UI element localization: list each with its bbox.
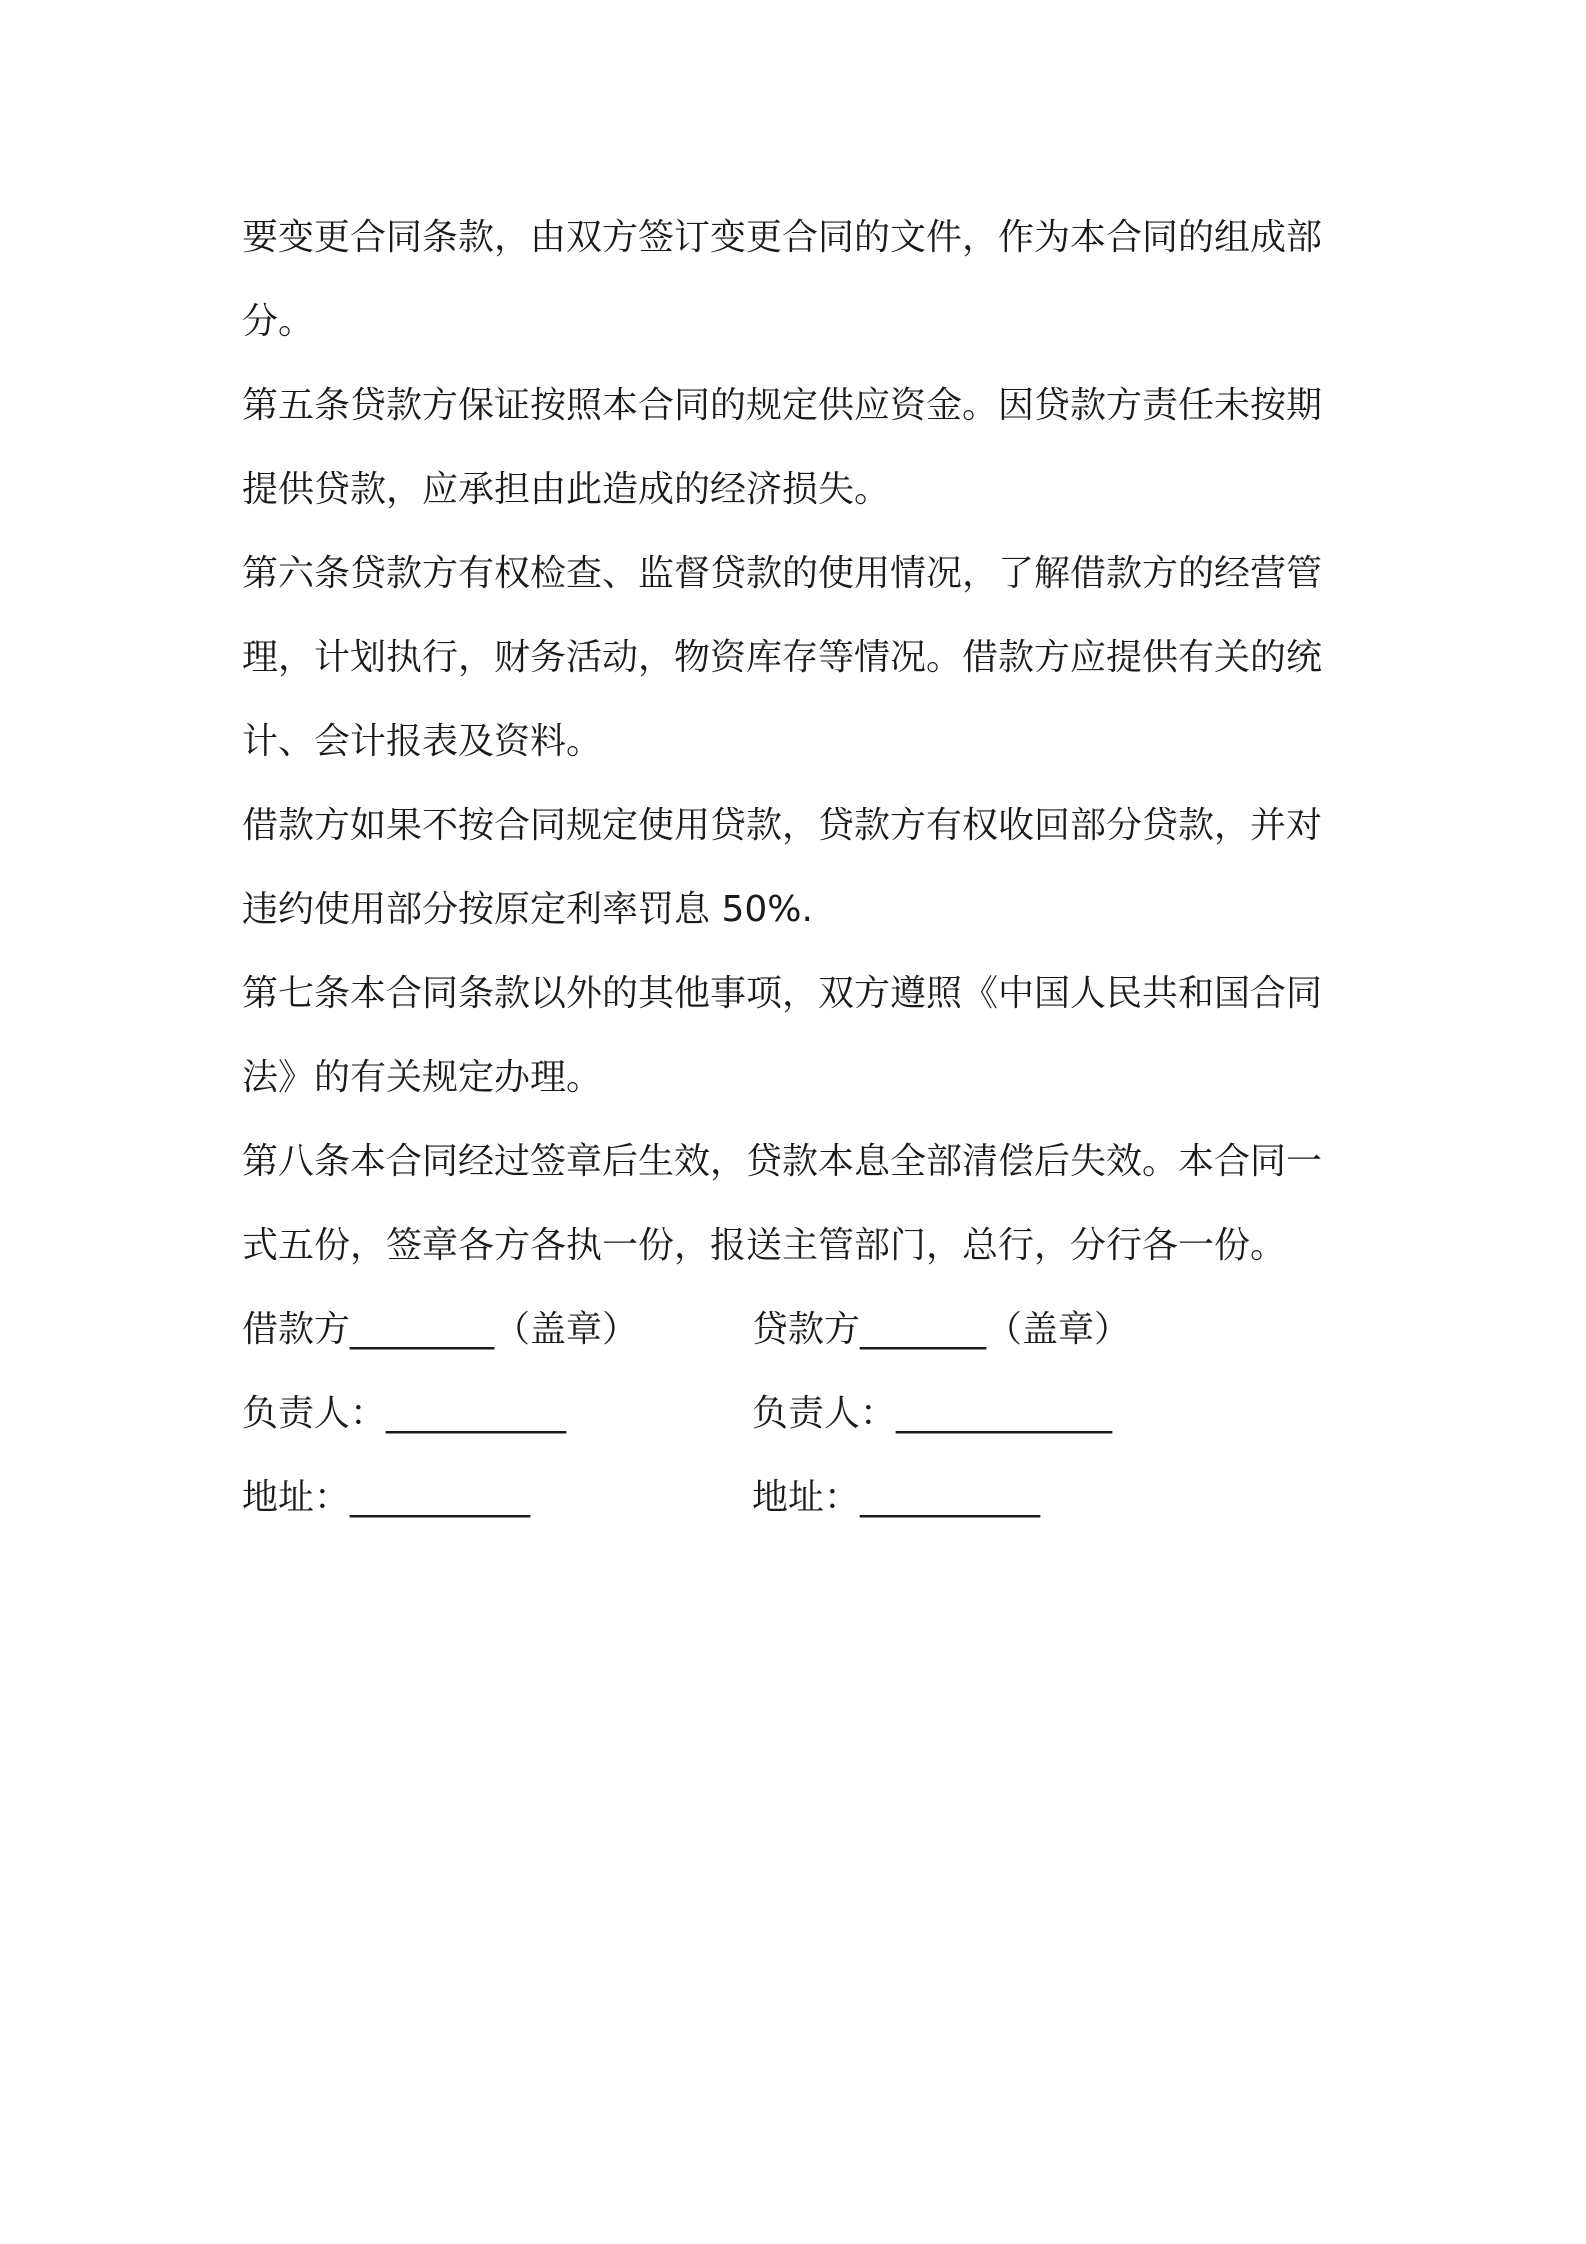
- penalty-clause-line: 借款方如果不按合同规定使用贷款，贷款方有权收回部分贷款，并对: [242, 805, 1323, 846]
- borrower-seal-field: 借款方________（盖章）: [242, 1309, 639, 1350]
- lender-address-field: 地址：__________: [752, 1477, 1041, 1518]
- article-6-line: 第六条贷款方有权检查、监督贷款的使用情况，了解借款方的经营管: [242, 553, 1323, 594]
- article-6-line: 理，计划执行，财务活动，物资库存等情况。借款方应提供有关的统: [242, 637, 1323, 678]
- article-8-line: 第八条本合同经过签章后生效，贷款本息全部清偿后失效。本合同一: [242, 1141, 1323, 1182]
- document-body: [242, 196, 1362, 1540]
- lender-responsible-field: 负责人：____________: [752, 1393, 1113, 1434]
- borrower-address-field: 地址：__________: [242, 1477, 531, 1518]
- article-7-line: 法》的有关规定办理。: [242, 1057, 603, 1098]
- article-7-line: 第七条本合同条款以外的其他事项，双方遵照《中国人民共和国合同: [242, 973, 1323, 1014]
- article-8-line: 式五份，签章各方各执一份，报送主管部门，总行，分行各一份。: [242, 1225, 1287, 1266]
- article-5-line: 第五条贷款方保证按照本合同的规定供应资金。因贷款方责任未按期: [242, 385, 1323, 426]
- article-6-line: 计、会计报表及资料。: [242, 721, 603, 762]
- paragraph-line: 分。: [242, 301, 315, 342]
- lender-seal-field: 贷款方_______（盖章）: [752, 1309, 1131, 1350]
- signature-address-row: [242, 1456, 1362, 1540]
- article-5-line: 提供贷款，应承担由此造成的经济损失。: [242, 469, 891, 510]
- signature-responsible-row: [242, 1372, 1362, 1456]
- penalty-clause-line: 违约使用部分按原定利率罚息 50%.: [242, 889, 813, 930]
- signature-party-row: [242, 1288, 1362, 1372]
- paragraph-line: 要变更合同条款，由双方签订变更合同的文件，作为本合同的组成部: [242, 217, 1323, 258]
- borrower-responsible-field: 负责人：__________: [242, 1393, 567, 1434]
